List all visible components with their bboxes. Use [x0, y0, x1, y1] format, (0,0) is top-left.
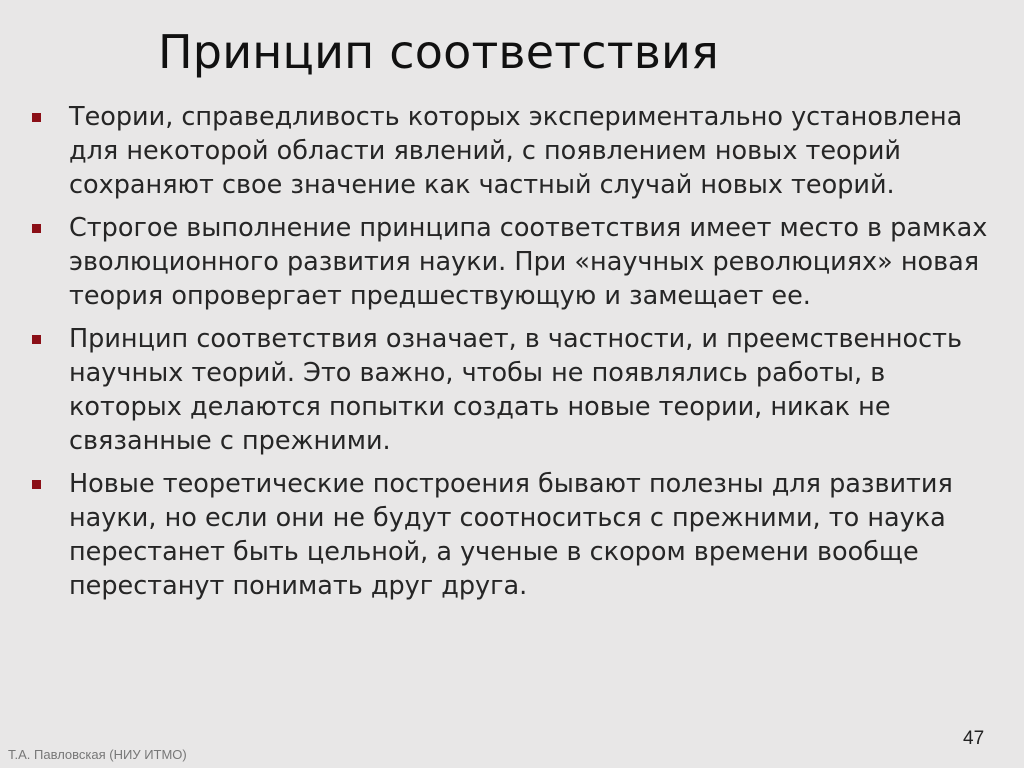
page-number: 47 [963, 728, 985, 749]
square-bullet-icon [32, 224, 41, 233]
bullet-text: Строгое выполнение принципа соответствия имеет место в рамках эволюционного развития науки. При «научных революциях» новая теория опровергает предшествующую и замещает ее. [69, 213, 988, 311]
square-bullet-icon [32, 480, 41, 489]
bullet-item [28, 100, 988, 202]
slide-title: Принцип соответствия [158, 25, 720, 79]
bullet-text: Новые теоретические построения бывают полезны для развития науки, но если они не будут соотноситься с прежними, то наука перестанет быть цельной, а ученые в скором времени вообще перестанут понимать друг друга. [69, 469, 953, 601]
bullet-item [28, 467, 988, 603]
square-bullet-icon [32, 335, 41, 344]
bullet-text: Принцип соответствия означает, в частности, и преемственность научных теорий. Это важно, чтобы не появлялись работы, в которых делаются попытки создать новые теории, никак не связанные с прежними. [69, 324, 963, 456]
bullet-text: Теории, справедливость которых экспериментально установлена для некоторой области явлений, с появлением новых теорий сохраняют свое значение как частный случай новых теорий. [69, 102, 963, 200]
bullet-list [28, 100, 988, 612]
square-bullet-icon [32, 113, 41, 122]
bullet-item [28, 322, 988, 458]
footer-author: Т.А. Павловская (НИУ ИТМО) [8, 747, 187, 762]
bullet-item [28, 211, 988, 313]
